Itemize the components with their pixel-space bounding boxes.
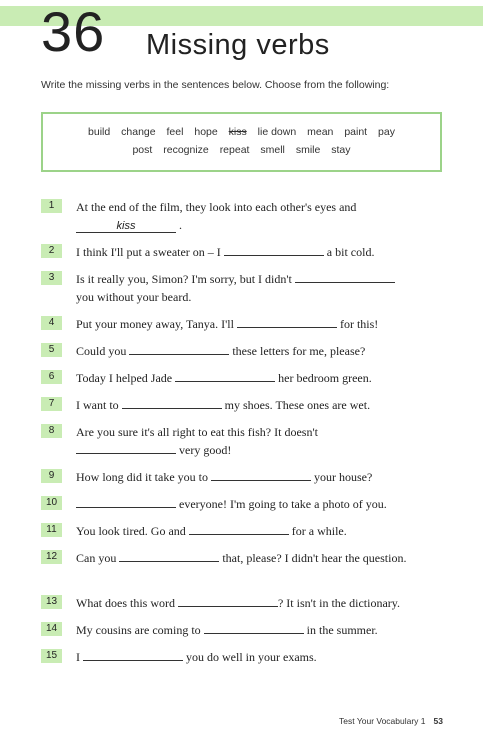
question-number: 5 (41, 343, 62, 357)
question-number: 4 (41, 316, 62, 330)
question-number: 9 (41, 469, 62, 483)
word-option: change (121, 126, 156, 138)
question-text (76, 243, 446, 261)
question-text-before: You look tired. Go and (76, 524, 186, 538)
question-text-before: Put your money away, Tanya. I'll (76, 317, 234, 331)
answer-blank[interactable] (224, 244, 324, 256)
word-option: repeat (219, 144, 250, 156)
answer-blank[interactable] (178, 595, 278, 607)
word-option: pay (378, 126, 395, 138)
word-option: build (88, 126, 111, 138)
question-text (76, 342, 446, 360)
answer-blank[interactable] (76, 496, 176, 508)
answer-blank[interactable] (129, 343, 229, 355)
question-text (76, 522, 446, 540)
question-text-before: Is it really you, Simon? I'm sorry, but I didn't (76, 272, 292, 286)
question-text-before: I think I'll put a sweater on – I (76, 245, 221, 259)
word-option: stay (331, 144, 351, 156)
page-title: Missing verbs (146, 29, 330, 61)
question-number: 7 (41, 397, 62, 411)
word-box (41, 112, 442, 172)
question-text-before: Are you sure it's all right to eat this fish? It doesn't (76, 425, 318, 439)
word-option: feel (166, 126, 184, 138)
page-footer (339, 716, 443, 726)
question-text (76, 315, 446, 333)
question-number: 15 (41, 649, 62, 663)
answer-blank[interactable] (83, 649, 183, 661)
question-number: 14 (41, 622, 62, 636)
question-text-before: My cousins are coming to (76, 623, 201, 637)
question-number: 11 (41, 523, 62, 537)
question-number: 6 (41, 370, 62, 384)
word-box-row-1 (43, 126, 440, 138)
answer-blank[interactable] (204, 622, 304, 634)
question-text-after: . (179, 218, 182, 232)
question-text (76, 369, 446, 387)
answer-blank[interactable] (76, 442, 176, 454)
question-text-after: her bedroom green. (278, 371, 372, 385)
word-option: post (132, 144, 153, 156)
question-text-before: I (76, 650, 80, 664)
page-number: 53 (433, 716, 443, 726)
question-text-after: you without your beard. (76, 290, 192, 304)
answer-blank[interactable] (211, 469, 311, 481)
answer-blank[interactable] (237, 316, 337, 328)
question-text-after: very good! (179, 443, 232, 457)
question-text-after: that, please? I didn't hear the question. (222, 551, 407, 565)
word-option: paint (344, 126, 368, 138)
question-text-before: What does this word (76, 596, 175, 610)
question-text-before: How long did it take you to (76, 470, 208, 484)
instruction-text: Write the missing verbs in the sentences below. Choose from the following: (41, 79, 390, 91)
question-text-after: my shoes. These ones are wet. (224, 398, 371, 412)
answer-blank[interactable] (175, 370, 275, 382)
answer-blank[interactable] (122, 397, 222, 409)
question-text-after: in the summer. (306, 623, 378, 637)
question-text (76, 594, 446, 612)
question-text (76, 495, 446, 513)
question-number: 2 (41, 244, 62, 258)
word-option: lie down (257, 126, 297, 138)
question-number: 10 (41, 496, 62, 510)
word-option-struck: kiss (228, 126, 247, 138)
question-text (76, 621, 446, 639)
question-text-after: for a while. (291, 524, 347, 538)
question-text (76, 270, 446, 306)
question-number: 3 (41, 271, 62, 285)
question-text-before: I want to (76, 398, 119, 412)
answer-blank[interactable] (119, 550, 219, 562)
question-text-before: Could you (76, 344, 127, 358)
question-text-before: Can you (76, 551, 117, 565)
question-number: 8 (41, 424, 62, 438)
question-text-after: a bit cold. (326, 245, 375, 259)
question-text (76, 423, 446, 459)
question-text (76, 396, 446, 414)
question-text (76, 198, 446, 234)
book-title: Test Your Vocabulary 1 (339, 716, 426, 726)
word-option: smell (260, 144, 285, 156)
word-option: smile (295, 144, 321, 156)
question-number: 12 (41, 550, 62, 564)
unit-number: 36 (41, 0, 106, 63)
question-text-after: you do well in your exams. (186, 650, 317, 664)
question-text-after: your house? (314, 470, 373, 484)
question-text-after: everyone! I'm going to take a photo of you. (179, 497, 387, 511)
word-box-row-2 (43, 144, 440, 156)
question-text (76, 468, 446, 486)
word-option: mean (307, 126, 334, 138)
answer-blank[interactable] (189, 523, 289, 535)
question-number: 1 (41, 199, 62, 213)
word-option: hope (194, 126, 218, 138)
question-text-after: ? It isn't in the dictionary. (277, 596, 401, 610)
question-text-before: At the end of the film, they look into each other's eyes and (76, 200, 357, 214)
answer-blank-filled[interactable]: kiss (76, 221, 176, 233)
question-text (76, 549, 446, 567)
word-option: recognize (163, 144, 209, 156)
answer-blank[interactable] (295, 271, 395, 283)
question-number: 13 (41, 595, 62, 609)
question-text-after: for this! (339, 317, 379, 331)
question-text-before: Today I helped Jade (76, 371, 173, 385)
question-text-after: these letters for me, please? (232, 344, 366, 358)
question-text (76, 648, 446, 666)
